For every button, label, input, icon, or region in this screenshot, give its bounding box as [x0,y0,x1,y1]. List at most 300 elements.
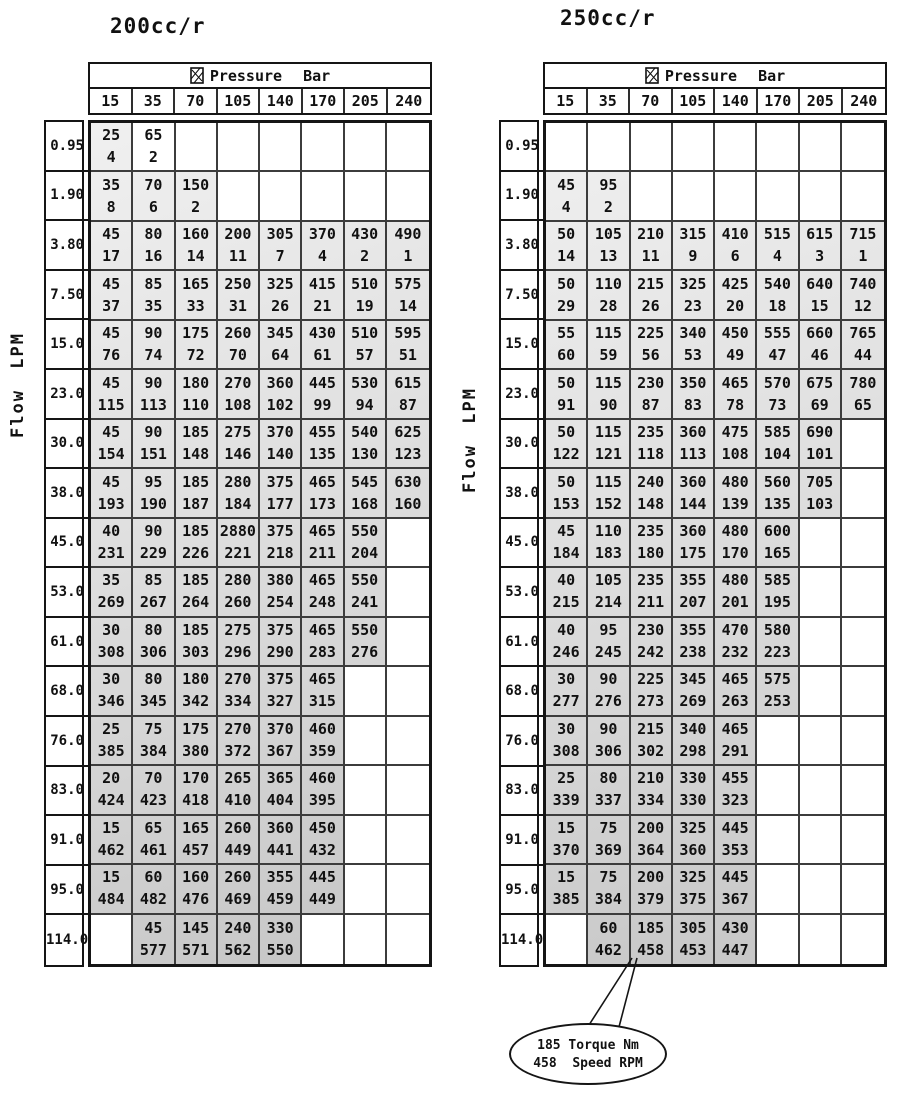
pressure-col-15: 15 [545,89,588,113]
speed-value: 267 [139,593,167,612]
flow-row-label: 1.90 [501,172,543,222]
speed-value: 432 [308,840,336,859]
data-cell-45.0lpm-70bar [176,519,218,568]
data-grid-200cc [88,120,432,967]
flow-row-label: 30.0 [501,420,543,470]
speed-value: 384 [594,890,622,909]
speed-value: 165 [763,543,791,562]
speed-value: 175 [679,543,707,562]
data-cell-30.0lpm-140bar [260,420,302,469]
speed-value: 345 [139,692,167,711]
pressure-header-title-200cc [90,64,430,89]
torque-value: 370 [266,423,294,442]
data-cell-68.0lpm-70bar [176,667,218,716]
flow-row-label: 61.0 [46,618,88,668]
data-cell-1.90lpm-70bar [631,172,673,221]
data-cell-91.0lpm-70bar [631,816,673,865]
speed-value: 410 [224,791,252,810]
flow-row-label: 1.90 [46,172,88,222]
data-cell-76.0lpm-15bar [546,717,588,766]
torque-value: 265 [224,769,252,788]
speed-value: 26 [641,296,660,315]
data-cell-53.0lpm-15bar [546,568,588,617]
data-cell-61.0lpm-170bar [302,618,344,667]
data-cell-68.0lpm-205bar [345,667,387,716]
speed-value: 73 [768,395,787,414]
data-cell-76.0lpm-205bar [800,717,842,766]
speed-value: 269 [679,692,707,711]
torque-value: 465 [308,670,336,689]
data-cell-83.0lpm-140bar [715,766,757,815]
torque-value: 230 [637,620,665,639]
data-cell-7.50lpm-35bar [588,271,630,320]
data-cell-83.0lpm-35bar [133,766,175,815]
torque-value: 25 [102,126,121,145]
speed-value: 20 [726,296,745,315]
torque-value: 170 [182,769,210,788]
flow-row-label: 3.80 [46,221,88,271]
data-cell-38.0lpm-240bar [842,469,884,518]
data-cell-30.0lpm-35bar [588,420,630,469]
speed-value: 364 [637,840,665,859]
data-cell-95.0lpm-70bar [176,865,218,914]
data-cell-0.95lpm-170bar [757,123,799,172]
torque-value: 40 [557,620,576,639]
torque-value: 430 [308,324,336,343]
flow-row-label: 83.0 [46,767,88,817]
data-cell-76.0lpm-105bar [673,717,715,766]
flow-row-label: 95.0 [501,866,543,916]
speed-value: 385 [97,741,125,760]
data-cell-83.0lpm-105bar [673,766,715,815]
flow-row-label: 45.0 [46,519,88,569]
torque-value: 365 [266,769,294,788]
data-cell-91.0lpm-15bar [91,816,133,865]
table-title-200cc: 200cc/r [110,14,206,38]
speed-value: 238 [679,642,707,661]
data-cell-95.0lpm-35bar [588,865,630,914]
torque-value: 580 [763,620,791,639]
speed-value: 53 [683,346,702,365]
data-cell-68.0lpm-70bar [631,667,673,716]
data-cell-61.0lpm-70bar [631,618,673,667]
speed-value: 449 [224,840,252,859]
torque-value: 340 [679,719,707,738]
speed-value: 2 [148,148,158,167]
data-cell-23.0lpm-140bar [260,370,302,419]
data-cell-61.0lpm-205bar [800,618,842,667]
data-cell-61.0lpm-205bar [345,618,387,667]
data-cell-23.0lpm-205bar [800,370,842,419]
speed-value: 253 [763,692,791,711]
data-cell-0.95lpm-35bar [133,123,175,172]
speed-value: 148 [182,445,210,464]
flow-row-label: 53.0 [46,568,88,618]
data-cell-7.50lpm-205bar [345,271,387,320]
torque-value: 115 [594,423,622,442]
speed-value: 65 [853,395,872,414]
speed-value: 211 [637,593,665,612]
pressure-header-200cc [88,62,432,115]
torque-value: 20 [102,769,121,788]
speed-value: 380 [182,741,210,760]
speed-value: 276 [351,642,379,661]
torque-value: 165 [182,818,210,837]
speed-value: 91 [557,395,576,414]
table-title-250cc: 250cc/r [560,6,656,30]
data-cell-3.80lpm-240bar [387,222,429,271]
speed-value: 360 [679,840,707,859]
data-cell-68.0lpm-15bar [546,667,588,716]
data-cell-68.0lpm-105bar [218,667,260,716]
data-cell-95.0lpm-170bar [757,865,799,914]
torque-value: 185 [182,472,210,491]
data-cell-68.0lpm-140bar [260,667,302,716]
data-cell-38.0lpm-35bar [588,469,630,518]
speed-value: 72 [186,346,205,365]
speed-value: 367 [721,890,749,909]
flow-row-label: 68.0 [46,667,88,717]
torque-value: 345 [266,324,294,343]
data-cell-61.0lpm-240bar [387,618,429,667]
data-cell-3.80lpm-205bar [345,222,387,271]
torque-value: 185 [182,571,210,590]
torque-value: 45 [144,918,163,937]
torque-value: 200 [224,225,252,244]
speed-value: 130 [351,445,379,464]
torque-value: 95 [599,620,618,639]
speed-value: 315 [308,692,336,711]
data-cell-114.0lpm-35bar [133,915,175,964]
torque-value: 510 [351,324,379,343]
torque-value: 340 [679,324,707,343]
speed-value: 108 [721,445,749,464]
speed-value: 4 [106,148,116,167]
torque-value: 280 [224,472,252,491]
data-cell-7.50lpm-15bar [546,271,588,320]
data-cell-3.80lpm-70bar [631,222,673,271]
data-cell-61.0lpm-140bar [715,618,757,667]
torque-value: 200 [637,818,665,837]
speed-value: 148 [637,494,665,513]
data-cell-45.0lpm-105bar [218,519,260,568]
torque-value: 80 [144,670,163,689]
pressure-col-170: 170 [758,89,801,113]
torque-value: 595 [394,324,422,343]
data-cell-53.0lpm-240bar [387,568,429,617]
flow-row-label: 15.0 [501,320,543,370]
torque-value: 110 [594,274,622,293]
data-cell-1.90lpm-35bar [133,172,175,221]
torque-value: 45 [102,274,121,293]
speed-value: 123 [394,445,422,464]
flow-row-label: 91.0 [46,816,88,866]
speed-value: 14 [398,296,417,315]
data-cell-45.0lpm-140bar [715,519,757,568]
data-cell-38.0lpm-170bar [757,469,799,518]
data-cell-15.0lpm-170bar [302,321,344,370]
torque-value: 235 [637,571,665,590]
pressure-header-250cc [543,62,887,115]
data-cell-76.0lpm-140bar [715,717,757,766]
speed-value: 298 [679,741,707,760]
speed-value: 184 [224,494,252,513]
speed-value: 550 [266,940,294,959]
speed-value: 260 [224,593,252,612]
torque-value: 530 [351,373,379,392]
torque-value: 780 [849,373,877,392]
speed-value: 49 [726,346,745,365]
data-cell-23.0lpm-170bar [757,370,799,419]
data-cell-95.0lpm-205bar [800,865,842,914]
torque-value: 2880 [219,521,256,540]
data-cell-68.0lpm-140bar [715,667,757,716]
flow-row-label: 7.50 [501,271,543,321]
torque-value: 600 [763,521,791,540]
data-cell-7.50lpm-70bar [631,271,673,320]
data-cell-114.0lpm-240bar [387,915,429,964]
torque-value: 360 [266,373,294,392]
data-cell-61.0lpm-170bar [757,618,799,667]
speed-value: 37 [102,296,121,315]
data-cell-61.0lpm-35bar [133,618,175,667]
hatch-box-icon [190,67,204,84]
data-cell-30.0lpm-240bar [842,420,884,469]
speed-value: 232 [721,642,749,661]
torque-value: 235 [637,521,665,540]
data-cell-83.0lpm-240bar [842,766,884,815]
speed-value: 218 [266,543,294,562]
torque-value: 465 [308,571,336,590]
torque-value: 50 [557,373,576,392]
speed-value: 290 [266,642,294,661]
speed-value: 221 [224,543,252,562]
speed-value: 330 [679,791,707,810]
torque-value: 585 [763,423,791,442]
speed-value: 16 [144,247,163,266]
torque-value: 455 [721,769,749,788]
torque-value: 355 [266,868,294,887]
data-cell-53.0lpm-35bar [133,568,175,617]
torque-value: 765 [849,324,877,343]
pressure-col-240: 240 [395,92,423,110]
data-cell-76.0lpm-205bar [345,717,387,766]
speed-value: 70 [228,346,247,365]
flow-row-label: 76.0 [501,717,543,767]
torque-value: 465 [721,373,749,392]
torque-value: 75 [144,719,163,738]
torque-value: 90 [144,373,163,392]
data-cell-0.95lpm-15bar [546,123,588,172]
torque-value: 270 [224,719,252,738]
data-cell-83.0lpm-170bar [757,766,799,815]
torque-value: 30 [102,670,121,689]
speed-value: 104 [763,445,791,464]
speed-value: 15 [810,296,829,315]
data-cell-61.0lpm-35bar [588,618,630,667]
torque-value: 225 [637,670,665,689]
speed-value: 94 [355,395,374,414]
torque-value: 460 [308,719,336,738]
speed-value: 115 [97,395,125,414]
torque-value: 480 [721,521,749,540]
speed-value: 248 [308,593,336,612]
data-cell-15.0lpm-105bar [218,321,260,370]
torque-value: 430 [721,918,749,937]
speed-value: 424 [97,791,125,810]
speed-value: 449 [308,890,336,909]
speed-value: 367 [266,741,294,760]
flow-row-label: 23.0 [501,370,543,420]
torque-value: 305 [679,918,707,937]
speed-value: 47 [768,346,787,365]
torque-value: 45 [102,324,121,343]
data-cell-15.0lpm-105bar [673,321,715,370]
data-cell-7.50lpm-205bar [800,271,842,320]
data-cell-3.80lpm-170bar [757,222,799,271]
flow-row-label: 53.0 [501,568,543,618]
speed-value: 87 [398,395,417,414]
speed-value: 13 [599,247,618,266]
data-cell-91.0lpm-140bar [260,816,302,865]
torque-value: 60 [144,868,163,887]
speed-value: 302 [637,741,665,760]
speed-value: 1 [858,247,868,266]
data-cell-1.90lpm-35bar [588,172,630,221]
pressure-col-170: 170 [303,89,346,113]
data-cell-53.0lpm-105bar [218,568,260,617]
data-cell-83.0lpm-205bar [345,766,387,815]
data-cell-76.0lpm-240bar [842,717,884,766]
speed-value: 254 [266,593,294,612]
pressure-col-240: 240 [850,92,878,110]
speed-value: 269 [97,593,125,612]
data-cell-76.0lpm-170bar [757,717,799,766]
torque-value: 185 [182,423,210,442]
data-cell-1.90lpm-240bar [387,172,429,221]
data-cell-0.95lpm-70bar [176,123,218,172]
speed-value: 154 [97,445,125,464]
data-cell-15.0lpm-140bar [260,321,302,370]
speed-value: 76 [102,346,121,365]
data-cell-45.0lpm-35bar [133,519,175,568]
data-cell-30.0lpm-170bar [757,420,799,469]
torque-value: 30 [557,719,576,738]
flow-row-labels-200cc [44,120,89,967]
torque-value: 305 [266,225,294,244]
speed-value: 306 [139,642,167,661]
torque-value: 455 [308,423,336,442]
speed-value: 83 [683,395,702,414]
speed-value: 369 [594,840,622,859]
speed-value: 180 [637,543,665,562]
torque-value: 325 [679,818,707,837]
data-cell-3.80lpm-240bar [842,222,884,271]
speed-value: 385 [552,890,580,909]
torque-value: 175 [182,719,210,738]
data-cell-91.0lpm-70bar [176,816,218,865]
data-cell-76.0lpm-35bar [588,717,630,766]
data-cell-15.0lpm-205bar [345,321,387,370]
data-cell-30.0lpm-105bar [673,420,715,469]
speed-value: 370 [552,840,580,859]
torque-value: 575 [394,274,422,293]
pressure-col-15: 15 [90,89,133,113]
speed-value: 135 [308,445,336,464]
speed-value: 121 [594,445,622,464]
speed-value: 2 [603,197,613,216]
data-cell-76.0lpm-140bar [260,717,302,766]
pressure-header-title-250cc [545,64,885,89]
torque-value: 360 [679,472,707,491]
data-cell-68.0lpm-15bar [91,667,133,716]
data-cell-83.0lpm-15bar [546,766,588,815]
data-cell-68.0lpm-205bar [800,667,842,716]
data-cell-23.0lpm-105bar [218,370,260,419]
speed-value: 562 [224,940,252,959]
torque-value: 90 [144,423,163,442]
speed-value: 242 [637,642,665,661]
speed-value: 231 [97,543,125,562]
data-cell-3.80lpm-35bar [588,222,630,271]
data-cell-38.0lpm-140bar [260,469,302,518]
torque-value: 705 [806,472,834,491]
data-cell-23.0lpm-240bar [387,370,429,419]
speed-value: 170 [721,543,749,562]
data-cell-38.0lpm-105bar [218,469,260,518]
torque-value: 105 [594,571,622,590]
speed-value: 60 [557,346,576,365]
speed-value: 453 [679,940,707,959]
speed-value: 173 [308,494,336,513]
speed-value: 469 [224,890,252,909]
speed-value: 334 [637,791,665,810]
data-cell-1.90lpm-70bar [176,172,218,221]
torque-value: 90 [599,670,618,689]
torque-value: 85 [144,571,163,590]
torque-value: 75 [599,818,618,837]
pressure-col-70: 70 [175,89,218,113]
torque-value: 250 [224,274,252,293]
data-cell-114.0lpm-105bar [218,915,260,964]
data-cell-83.0lpm-140bar [260,766,302,815]
data-cell-1.90lpm-170bar [302,172,344,221]
data-cell-53.0lpm-15bar [91,568,133,617]
speed-value: 122 [552,445,580,464]
speed-value: 273 [637,692,665,711]
speed-value: 59 [599,346,618,365]
torque-value: 465 [308,620,336,639]
torque-value: 445 [308,373,336,392]
data-cell-95.0lpm-105bar [673,865,715,914]
torque-value: 460 [308,769,336,788]
speed-value: 103 [806,494,834,513]
speed-value: 276 [594,692,622,711]
speed-value: 18 [768,296,787,315]
torque-value: 260 [224,818,252,837]
torque-value: 25 [102,719,121,738]
data-cell-114.0lpm-240bar [842,915,884,964]
data-cell-53.0lpm-35bar [588,568,630,617]
speed-value: 334 [224,692,252,711]
data-cell-38.0lpm-35bar [133,469,175,518]
data-cell-91.0lpm-240bar [842,816,884,865]
pressure-col-105: 105 [673,89,716,113]
data-cell-68.0lpm-240bar [387,667,429,716]
torque-value: 70 [144,769,163,788]
data-cell-91.0lpm-35bar [133,816,175,865]
speed-value: 12 [853,296,872,315]
